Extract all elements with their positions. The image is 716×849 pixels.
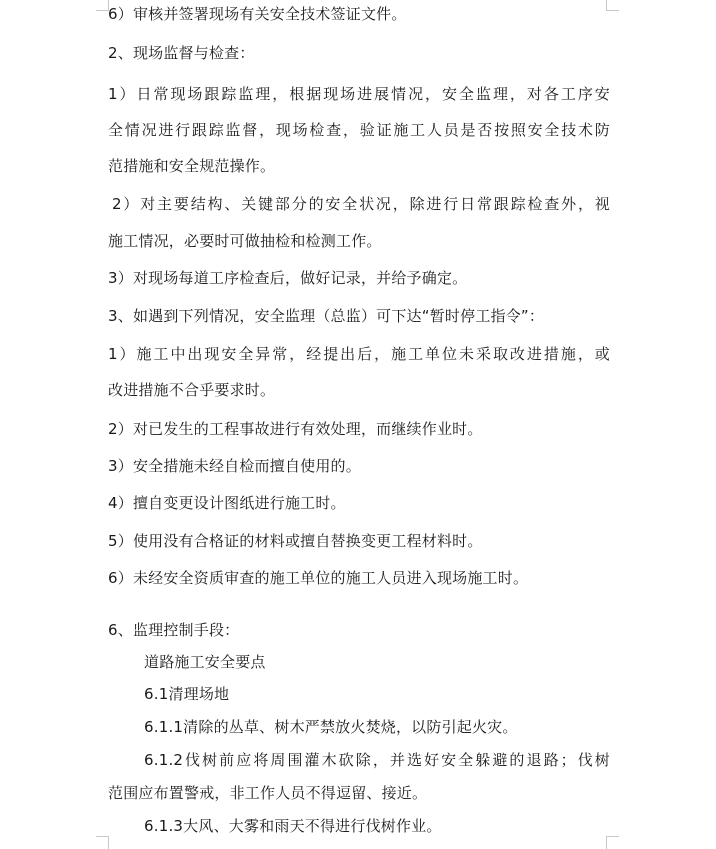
paragraph-line: 6.1.3大风、大雾和雨天不得进行伐树作业。: [144, 817, 442, 835]
paragraph-line: 6.1.2伐树前应将周围灌木砍除，并选好安全躲避的退路；伐树: [144, 751, 610, 769]
paragraph-line: 改进措施不合乎要求时。: [108, 381, 276, 399]
paragraph-line: 范措施和安全规范操作。: [108, 157, 276, 175]
page-corner-mark: [606, 836, 619, 849]
subsection-heading: 6.1清理场地: [144, 685, 230, 703]
subsection-heading: 道路施工安全要点: [144, 653, 266, 671]
section-heading: 3、如遇到下列情况，安全监理（总监）可下达“暂时停工指令”：: [108, 307, 545, 325]
list-item: 3）对现场每道工序检查后，做好记录，并给予确定。: [108, 269, 468, 287]
list-item: 5）使用没有合格证的材料或擅自替换变更工程材料时。: [108, 532, 483, 550]
paragraph-line: 1）日常现场跟踪监理，根据现场进展情况，安全监理，对各工序安: [108, 85, 610, 103]
paragraph-line: 施工情况，必要时可做抽检和检测工作。: [108, 232, 382, 250]
list-item: 3）安全措施未经自检而擅自使用的。: [108, 457, 361, 475]
paragraph-line: 6.1.1清除的丛草、树木严禁放火焚烧，以防引起火灾。: [144, 718, 518, 736]
list-item: 6）审核并签署现场有关安全技术签证文件。: [108, 5, 407, 23]
list-item: 6）未经安全资质审查的施工单位的施工人员进入现场施工时。: [108, 569, 529, 587]
paragraph-line: 全情况进行跟踪监督，现场检查，验证施工人员是否按照安全技术防: [108, 121, 610, 139]
section-heading: 6、监理控制手段：: [108, 621, 240, 639]
page-corner-mark: [96, 836, 109, 849]
paragraph-line: 范围应布置警戒，非工作人员不得逗留、接近。: [108, 784, 428, 802]
paragraph-line: 1）施工中出现安全异常，经提出后，施工单位未采取改进措施，或: [108, 345, 610, 363]
list-item: 4）擅自变更设计图纸进行施工时。: [108, 494, 346, 512]
paragraph-line: 2）对主要结构、关键部分的安全状况，除进行日常跟踪检查外，视: [112, 195, 610, 213]
section-heading: 2、现场监督与检查：: [108, 44, 255, 62]
list-item: 2）对已发生的工程事故进行有效处理，而继续作业时。: [108, 420, 483, 438]
